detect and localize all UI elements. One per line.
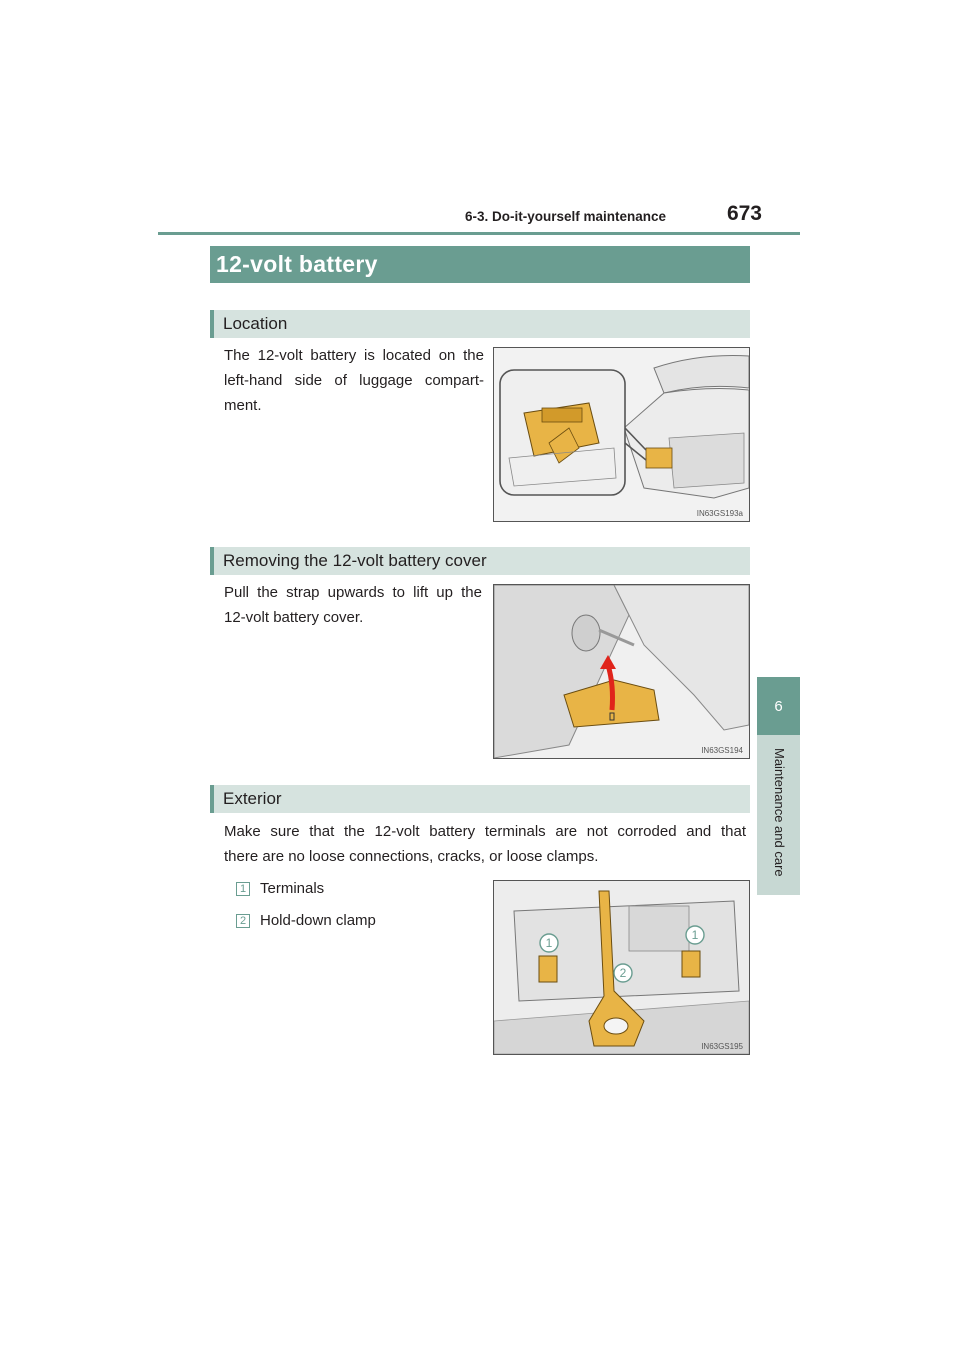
exterior-line-2: there are no loose connections, cracks, or loose clamps. — [224, 848, 599, 865]
battery-location-illustration — [494, 348, 749, 521]
figure-code-location: IN63GS193a — [696, 509, 743, 518]
page-title — [210, 246, 750, 283]
location-text — [224, 343, 484, 418]
location-line-3: ment. — [224, 397, 262, 414]
exterior-text — [224, 819, 746, 869]
legend-number-1: 1 — [236, 882, 250, 896]
figure-code-cover: IN63GS194 — [701, 746, 743, 755]
battery-exterior-illustration — [494, 881, 749, 1054]
exterior-line-1: Make sure that the 12-volt battery terminals are not corroded and that — [224, 823, 746, 840]
battery-cover-illustration — [494, 585, 749, 758]
callout-terminal-right: 1 — [691, 928, 699, 942]
subheading-remove-cover: Removing the 12-volt battery cover — [210, 547, 750, 575]
legend-item-hold-down-clamp — [236, 912, 376, 929]
figure-battery-location — [493, 347, 750, 522]
legend-number-2: 2 — [236, 914, 250, 928]
cover-line-1: Pull the strap upwards to lift up the — [224, 584, 482, 601]
legend-label-clamp: Hold-down clamp — [260, 912, 376, 929]
figure-battery-exterior — [493, 880, 750, 1055]
chapter-tab-number: 6 — [757, 677, 800, 735]
page-title-text: 12-volt battery — [216, 251, 378, 277]
cover-line-2: 12-volt battery cover. — [224, 609, 364, 626]
figure-code-exterior: IN63GS195 — [701, 1042, 743, 1051]
running-header-section: 6-3. Do-it-yourself maintenance — [464, 209, 666, 224]
chapter-tab-title: Maintenance and care — [772, 748, 787, 877]
callout-terminal-left: 1 — [545, 936, 553, 950]
cover-text — [224, 580, 482, 630]
subheading-location: Location — [210, 310, 750, 338]
figure-battery-cover — [493, 584, 750, 759]
legend-label-terminals: Terminals — [260, 880, 325, 897]
location-line-1: The 12-volt battery is located on the — [224, 347, 484, 364]
callout-clamp: 2 — [619, 966, 627, 980]
page-number: 673 — [726, 202, 762, 225]
location-line-2: left-hand side of luggage compart- — [224, 372, 484, 389]
legend-item-terminals — [236, 880, 324, 897]
subheading-exterior: Exterior — [210, 785, 750, 813]
header-rule — [158, 232, 800, 235]
